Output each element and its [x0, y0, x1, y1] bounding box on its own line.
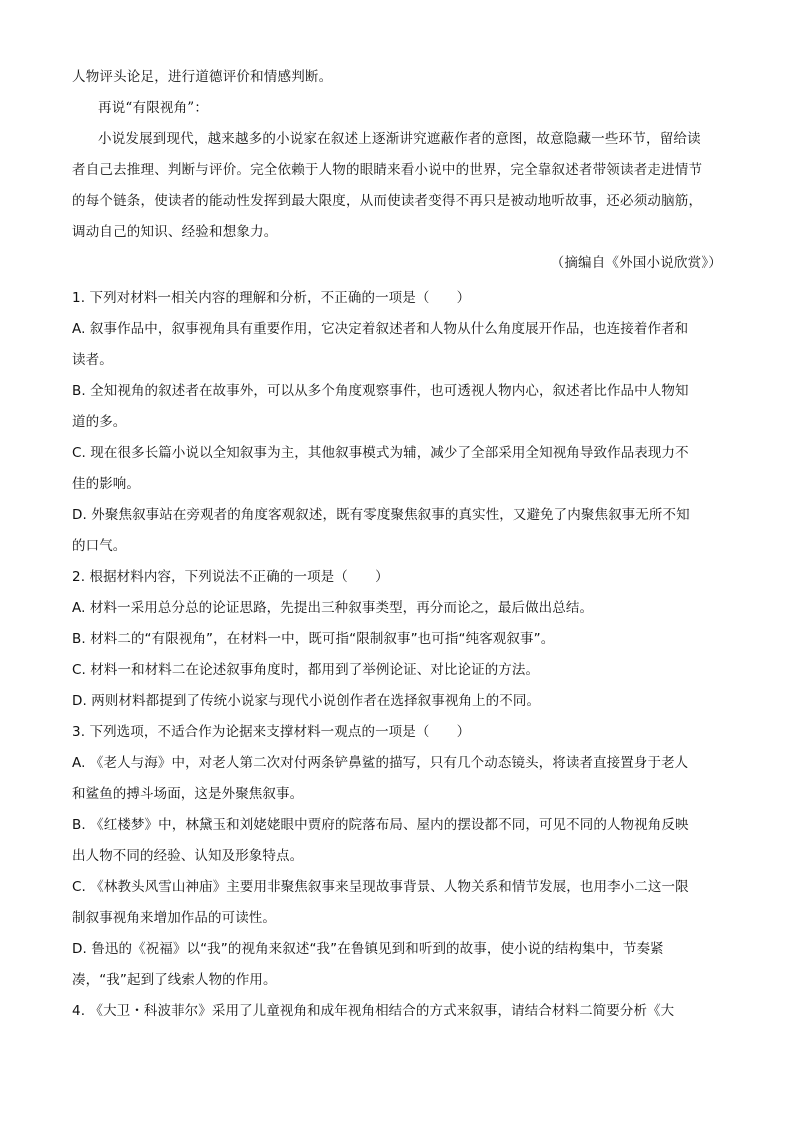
question-2-option-a: A. 材料一采用总分总的论证思路，先提出三种叙事类型，再分而论之，最后做出总结。 [72, 600, 594, 616]
passage-excerpt [72, 62, 722, 279]
question-1-stem: 1. 下列对材料一相关内容的理解和分析，不正确的一项是（ ） [72, 290, 471, 306]
passage-line: 者自己去推理、判断与评价。完全依赖于人物的眼睛来看小说中的世界，完全靠叙述者带领读者走进情节 [72, 162, 703, 178]
question-3-option-a: A. 《老人与海》中，对老人第二次对付两条铲鼻鲨的描写，只有几个动态镜头，将读者直接置身于老人 [72, 755, 689, 771]
question-1-option-a-cont: 读者。 [72, 352, 113, 368]
passage-line: 再说“有限视角”： [98, 100, 209, 116]
passage-line: 人物评头论足，进行道德评价和情感判断。 [72, 69, 333, 85]
question-2-option-d: D. 两则材料都提到了传统小说家与现代小说创作者在选择叙事视角上的不同。 [72, 693, 541, 709]
question-1-option-b-cont: 道的多。 [72, 414, 127, 430]
question-2-option-b: B. 材料二的“有限视角”，在材料一中，既可指“限制叙事”也可指“纯客观叙事”。 [72, 631, 555, 647]
question-1-option-a: A. 叙事作品中，叙事视角具有重要作用，它决定着叙述者和人物从什么角度展开作品，也连接着作者和 [72, 321, 689, 337]
passage-source: （摘编自《外国小说欣赏》） [550, 255, 722, 271]
question-3-option-d-cont: 凑，“我”起到了线索人物的作用。 [72, 972, 277, 988]
question-3-stem: 3. 下列选项，不适合作为论据来支撑材料一观点的一项是（ ） [72, 724, 471, 740]
question-2-option-c: C. 材料一和材料二在论述叙事角度时，都用到了举例论证、对比论证的方法。 [72, 662, 540, 678]
question-3-option-b-cont: 出人物不同的经验、认知及形象特点。 [72, 848, 304, 864]
question-1-option-d-cont: 的口气。 [72, 538, 127, 554]
question-1-option-b: B. 全知视角的叙述者在故事外，可以从多个角度观察事件，也可透视人物内心，叙述者比作品中人物知 [72, 383, 689, 399]
question-2-stem: 2. 根据材料内容，下列说法不正确的一项是（ ） [72, 569, 389, 585]
passage-line: 调动自己的知识、经验和想象力。 [72, 224, 278, 240]
question-1-option-d: D. 外聚焦叙事站在旁观者的角度客观叙述，既有零度聚焦叙事的真实性，又避免了内聚焦叙事无所不知 [72, 507, 690, 523]
question-3-option-d: D. 鲁迅的《祝福》以“我”的视角来叙述“我”在鲁镇见到和听到的故事，使小说的结构集中，节奏紧 [72, 941, 664, 957]
question-3-option-c: C. 《林教头风雪山神庙》主要用非聚焦叙事来呈现故事背景、人物关系和情节发展，也用李小二这一限 [72, 879, 689, 895]
passage-line: 小说发展到现代，越来越多的小说家在叙述上逐渐讲究遮蔽作者的意图，故意隐藏一些环节，留给读 [98, 131, 701, 147]
question-1-option-c: C. 现在很多长篇小说以全知叙事为主，其他叙事模式为辅，减少了全部采用全知视角导致作品表现力不 [72, 445, 689, 461]
question-list [72, 283, 722, 1027]
question-3-option-a-cont: 和鲨鱼的搏斗场面，这是外聚焦叙事。 [72, 786, 304, 802]
question-4-stem: 4. 《大卫・科波菲尔》采用了儿童视角和成年视角相结合的方式来叙事，请结合材料二简要分析《大 [72, 1003, 675, 1019]
question-3-option-c-cont: 制叙事视角来增加作品的可读性。 [72, 910, 276, 926]
passage-line: 的每个链条，使读者的能动性发挥到最大限度，从而使读者变得不再只是被动地听故事，还必须动脑筋， [72, 193, 703, 209]
question-1-option-c-cont: 佳的影响。 [72, 476, 140, 492]
question-3-option-b: B. 《红楼梦》中，林黛玉和刘姥姥眼中贾府的院落布局、屋内的摆设都不同，可见不同的人物视角反映 [72, 817, 689, 833]
